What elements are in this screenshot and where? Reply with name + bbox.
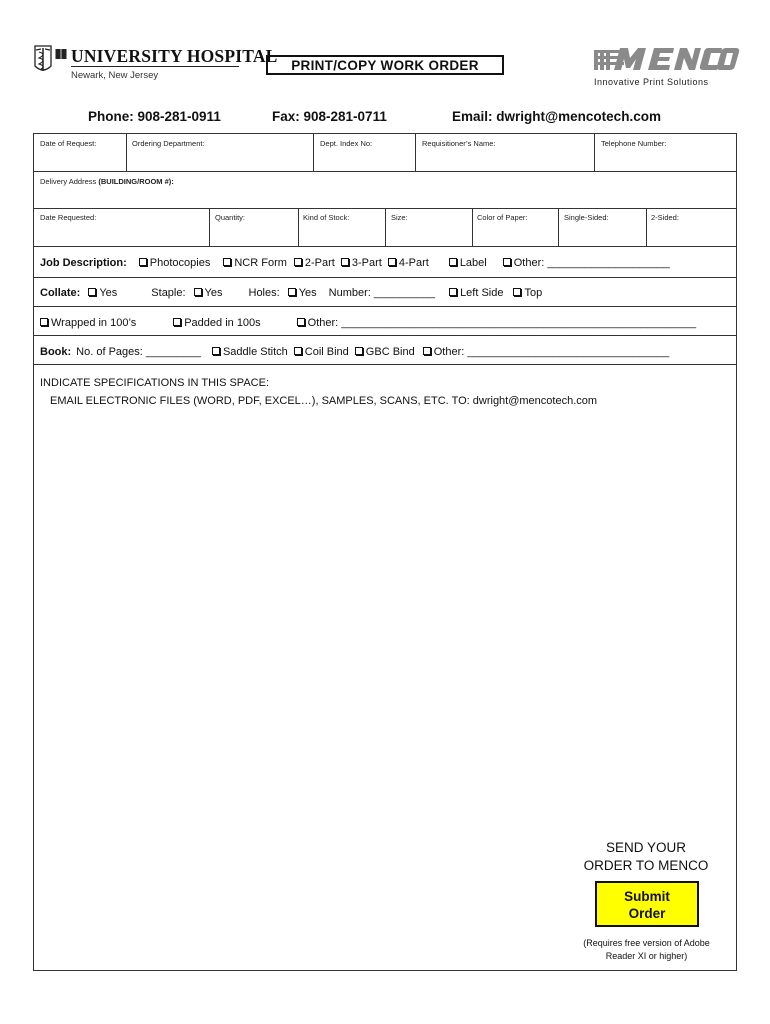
cell-divider	[298, 208, 299, 246]
size-field[interactable]: Size:	[391, 213, 408, 222]
book-label: Book:	[40, 346, 72, 358]
ordering-department-field[interactable]: Ordering Department:	[132, 139, 205, 148]
row-divider	[34, 171, 736, 172]
work-order-form	[33, 133, 737, 971]
checkbox-icon[interactable]	[288, 288, 296, 296]
staple-yes-option[interactable]: Yes	[194, 287, 223, 299]
photocopies-option[interactable]: Photocopies	[139, 257, 211, 269]
note-line-2: Reader XI or higher)	[605, 951, 688, 961]
submit-order-button[interactable]	[595, 881, 699, 927]
quantity-field[interactable]: Quantity:	[215, 213, 246, 222]
checkbox-icon[interactable]	[40, 318, 48, 326]
four-part-option[interactable]: 4-Part	[388, 257, 429, 269]
saddle-stitch-option[interactable]: Saddle Stitch	[212, 346, 288, 358]
date-of-request-field[interactable]: Date of Request:	[40, 139, 97, 148]
contact-phone: Phone: 908-281-0911	[88, 109, 221, 124]
cell-divider	[472, 208, 473, 246]
checkbox-icon[interactable]	[294, 347, 302, 355]
checkbox-icon[interactable]	[223, 258, 231, 266]
logo-divider	[71, 66, 239, 67]
note-line-1: (Requires free version of Adobe	[583, 938, 710, 948]
cell-divider	[415, 134, 416, 171]
checkbox-icon[interactable]	[449, 288, 457, 296]
checkbox-icon[interactable]	[513, 288, 521, 296]
single-sided-field[interactable]: Single-Sided:	[564, 213, 609, 222]
cell-divider	[126, 134, 127, 171]
university-hospital-logo	[33, 44, 278, 88]
cell-divider	[209, 208, 210, 246]
label-option[interactable]: Label	[449, 257, 487, 269]
checkbox-icon[interactable]	[503, 258, 511, 266]
contact-fax: Fax: 908-281-0711	[272, 109, 387, 124]
row-divider	[34, 246, 736, 247]
job-description-row	[40, 256, 670, 270]
send-order-text	[571, 839, 721, 875]
menco-wordmark-icon	[590, 44, 740, 76]
checkbox-icon[interactable]	[139, 258, 147, 266]
checkbox-icon[interactable]	[88, 288, 96, 296]
collate-row	[40, 286, 542, 300]
job-description-label: Job Description:	[40, 257, 127, 269]
staple-label: Staple:	[151, 287, 186, 299]
date-requested-field[interactable]: Date Requested:	[40, 213, 97, 222]
checkbox-icon[interactable]	[341, 258, 349, 266]
collate-label: Collate:	[40, 287, 81, 299]
ncr-form-option[interactable]: NCR Form	[223, 257, 287, 269]
checkbox-icon[interactable]	[388, 258, 396, 266]
holes-number-field[interactable]: Number: __________	[328, 287, 436, 299]
packaging-other-option[interactable]: Other: __________________________________________________________	[297, 317, 696, 329]
book-row	[40, 345, 669, 359]
top-option[interactable]: Top	[513, 287, 542, 299]
collate-yes-option[interactable]: Yes	[88, 287, 117, 299]
gbc-bind-option[interactable]: GBC Bind	[355, 346, 415, 358]
caduceus-icon	[33, 44, 53, 84]
delivery-address-field[interactable]	[40, 177, 174, 186]
color-of-paper-field[interactable]: Color of Paper:	[477, 213, 528, 222]
cell-divider	[313, 134, 314, 171]
checkbox-icon[interactable]	[294, 258, 302, 266]
vendor-tagline: Innovative Print Solutions	[594, 77, 709, 87]
holes-label: Holes:	[248, 287, 280, 299]
holes-yes-option[interactable]: Yes	[288, 287, 317, 299]
checkbox-icon[interactable]	[297, 318, 305, 326]
book-icon	[55, 48, 67, 60]
checkbox-icon[interactable]	[355, 347, 363, 355]
send-line-1: SEND YOUR	[605, 840, 687, 855]
requisitioner-name-field[interactable]: Requisitioner’s Name:	[422, 139, 496, 148]
contact-email: Email: dwright@mencotech.com	[452, 109, 661, 124]
pages-field[interactable]: No. of Pages: _________	[76, 346, 201, 358]
checkbox-icon[interactable]	[212, 347, 220, 355]
checkbox-icon[interactable]	[449, 258, 457, 266]
cell-divider	[594, 134, 595, 171]
dept-index-field[interactable]: Dept. Index No:	[320, 139, 373, 148]
cell-divider	[558, 208, 559, 246]
delivery-address-label: Delivery Address	[40, 177, 99, 186]
row-divider	[34, 364, 736, 365]
checkbox-icon[interactable]	[423, 347, 431, 355]
checkbox-icon[interactable]	[173, 318, 181, 326]
adobe-requirement-note	[564, 937, 729, 963]
form-title: PRINT/COPY WORK ORDER	[266, 55, 504, 75]
two-sided-field[interactable]: 2-Sided:	[651, 213, 679, 222]
book-other-option[interactable]: Other: _________________________________	[423, 346, 670, 358]
cell-divider	[646, 208, 647, 246]
row-divider	[34, 277, 736, 278]
two-part-option[interactable]: 2-Part	[294, 257, 335, 269]
send-line-2: ORDER TO MENCO	[583, 858, 709, 873]
specifications-instructions: EMAIL ELECTRONIC FILES (WORD, PDF, EXCEL…), SAMPLES, SCANS, ETC. TO: dwright@mencotech.com	[50, 395, 598, 407]
row-divider	[34, 306, 736, 307]
hospital-location: Newark, New Jersey	[71, 70, 159, 81]
wrapped-option[interactable]: Wrapped in 100’s	[40, 317, 136, 329]
left-side-option[interactable]: Left Side	[449, 287, 503, 299]
padded-option[interactable]: Padded in 100s	[173, 317, 260, 329]
submit-button-line-1: Submit	[624, 889, 670, 904]
submit-button-line-2: Order	[628, 906, 666, 921]
specifications-heading: INDICATE SPECIFICATIONS IN THIS SPACE:	[40, 377, 269, 389]
job-other-option[interactable]: Other: ____________________	[503, 257, 670, 269]
row-divider	[34, 335, 736, 336]
three-part-option[interactable]: 3-Part	[341, 257, 382, 269]
menco-logo	[590, 44, 740, 86]
hospital-name: UNIVERSITY HOSPITAL	[71, 46, 278, 66]
cell-divider	[385, 208, 386, 246]
checkbox-icon[interactable]	[194, 288, 202, 296]
coil-bind-option[interactable]: Coil Bind	[294, 346, 349, 358]
telephone-number-field[interactable]: Telephone Number:	[601, 139, 667, 148]
delivery-address-bold: (BUILDING/ROOM #):	[98, 177, 174, 186]
packaging-row	[40, 316, 696, 330]
kind-of-stock-field[interactable]: Kind of Stock:	[303, 213, 350, 222]
